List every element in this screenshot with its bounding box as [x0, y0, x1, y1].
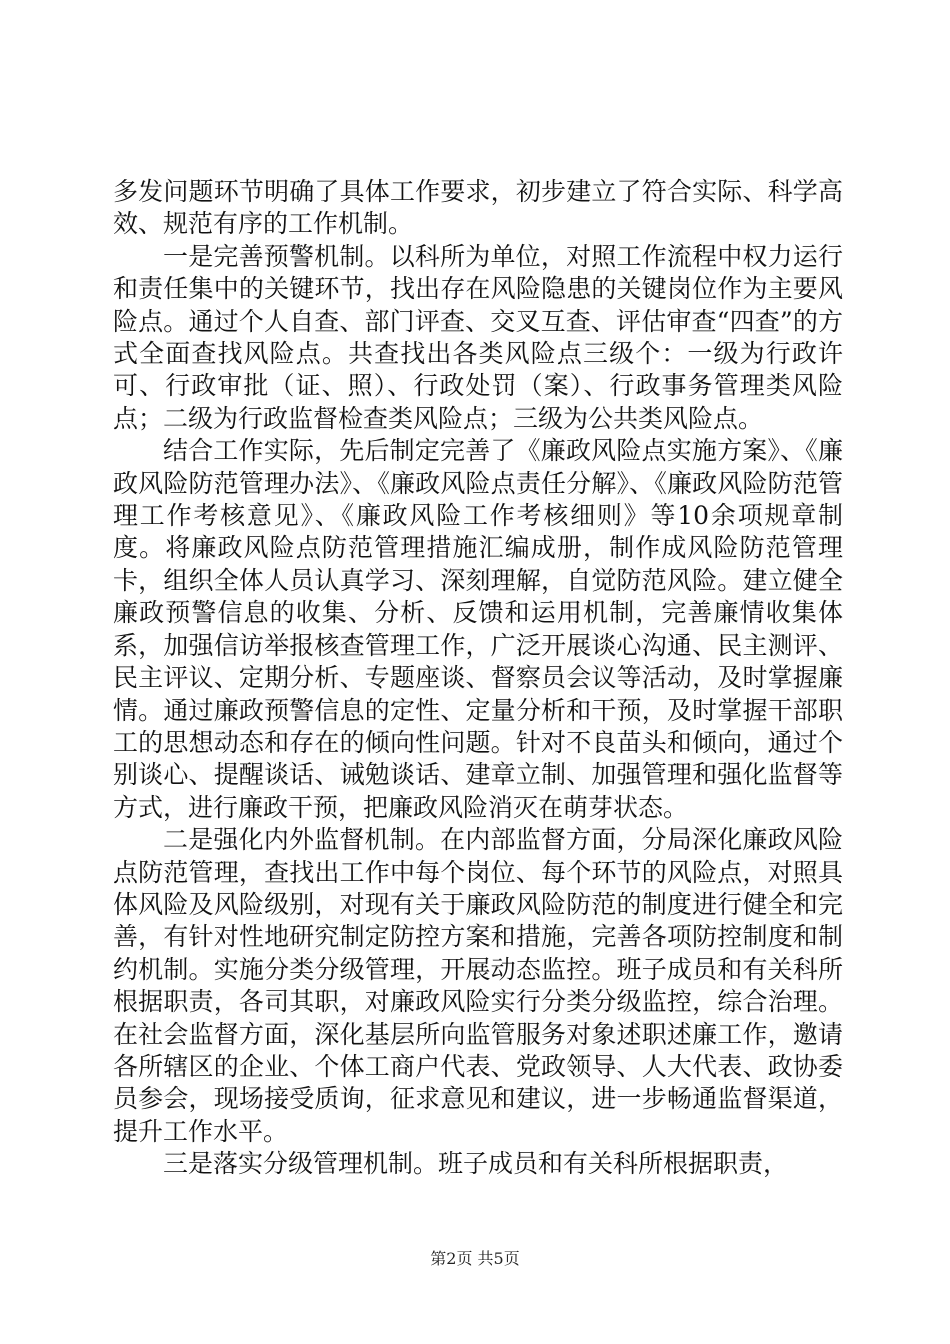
paragraph-tiered-management: 三是落实分级管理机制。班子成员和有关科所根据职责， — [163, 1149, 789, 1179]
paragraph-regulations: 结合工作实际，先后制定完善了《廉政风险点实施方案》、《廉政风险防范管理办法》、《廉政风险点责任分解》、《廉政风险防范管理工作考核意见》、《廉政风险工作考核细则》等10余项规章制度。将廉政风险点防范管理措施汇编成册，制作成风险防范管理卡，组织全体人员认真学习、深刻理解，自觉防范风险。建立健全廉政预警信息的收集、分析、反馈和运用机制，完善廉情收集体系，加强信访举报核查管理工作，广泛开展谈心沟通、民主测评、民主评议、定期分析、专题座谈、督察员会议等活动，及时掌握廉情。通过廉政预警信息的定性、定量分析和干预，及时掌握干部职工的思想动态和存在的倾向性问题。针对不良苗头和倾向，通过个别谈心、提醒谈话、诫勉谈话、建章立制、加强管理和强化监督等方式，进行廉政干预，把廉政风险消灭在萌芽状态。 — [113, 436, 843, 822]
paragraph-continuation: 多发问题环节明确了具体工作要求，初步建立了符合实际、科学高效、规范有序的工作机制。 — [113, 177, 843, 239]
document-body — [113, 176, 843, 1181]
page-number-footer: 第2页 共5页 — [430, 1249, 520, 1268]
paragraph-early-warning: 一是完善预警机制。以科所为单位，对照工作流程中权力运行和责任集中的关键环节，找出存在风险隐患的关键岗位作为主要风险点。通过个人自查、部门评查、交叉互查、评估审查“四查”的方式全面查找风险点。共查找出各类风险点三级个：一级为行政许可、行政审批（证、照）、行政处罚（案）、行政事务管理类风险点；二级为行政监督检查类风险点；三级为公共类风险点。 — [113, 241, 843, 433]
paragraph-supervision: 二是强化内外监督机制。在内部监督方面，分局深化廉政风险点防范管理，查找出工作中每个岗位、每个环节的风险点，对照具体风险及风险级别，对现有关于廉政风险防范的制度进行健全和完善，有针对性地研究制定防控方案和措施，完善各项防控制度和制约机制。实施分类分级管理，开展动态监控。班子成员和有关科所根据职责，各司其职，对廉政风险实行分类分级监控，综合治理。在社会监督方面，深化基层所向监管服务对象述职述廉工作，邀请各所辖区的企业、个体工商户代表、党政领导、人大代表、政协委员参会，现场接受质询，征求意见和建议，进一步畅通监督渠道，提升工作水平。 — [113, 825, 843, 1146]
